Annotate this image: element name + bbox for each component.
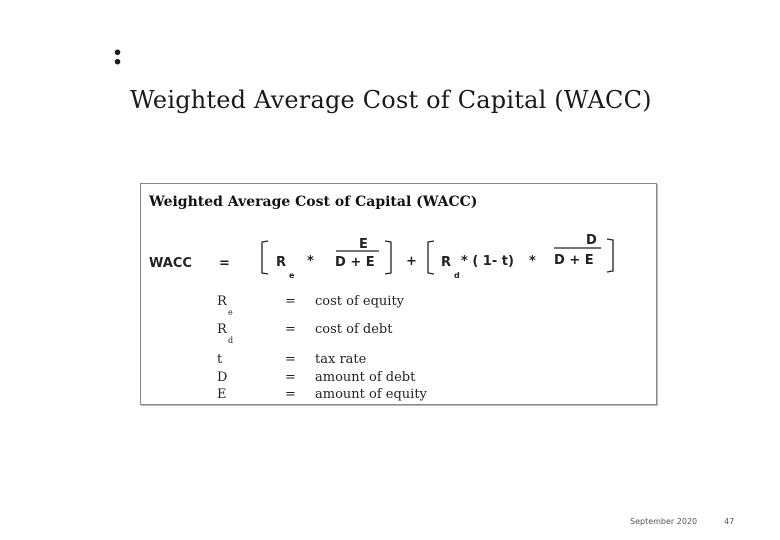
slide-title: Weighted Average Cost of Capital (WACC) bbox=[130, 86, 652, 114]
debt-numerator: D bbox=[586, 233, 597, 248]
right-bracket-2 bbox=[607, 239, 613, 272]
definition-equals: = bbox=[285, 370, 296, 385]
formula-tax-factor: * ( 1- t) bbox=[461, 254, 514, 269]
debt-denominator: D + E bbox=[554, 253, 594, 268]
definition-text: cost of equity bbox=[315, 294, 405, 309]
formula-times-2: * bbox=[529, 254, 536, 269]
formula-rd-symbol: R bbox=[441, 255, 452, 270]
definition-symbol: E bbox=[217, 387, 227, 402]
definition-text: amount of equity bbox=[315, 387, 427, 402]
formula-re-symbol: R bbox=[276, 255, 287, 270]
wacc-formula-box bbox=[140, 183, 657, 405]
formula-plus: + bbox=[406, 254, 417, 269]
definition-equals: = bbox=[285, 322, 296, 337]
formula-lhs: WACC bbox=[149, 256, 192, 271]
equity-denominator: D + E bbox=[335, 255, 375, 270]
definition-symbol: D bbox=[217, 370, 228, 385]
definition-symbol-sub: d bbox=[228, 336, 234, 345]
wacc-formula bbox=[141, 184, 656, 294]
left-bracket-2 bbox=[428, 241, 434, 274]
definition-text: tax rate bbox=[315, 352, 367, 367]
definition-equals: = bbox=[285, 352, 296, 367]
formula-re-sub: e bbox=[289, 271, 295, 280]
formula-equals: = bbox=[219, 256, 230, 271]
page-number: 47 bbox=[724, 517, 735, 526]
definition-text: amount of debt bbox=[315, 370, 416, 385]
definition-symbol-sub: e bbox=[228, 308, 233, 317]
slide-bullet: : bbox=[112, 37, 124, 72]
formula-rd-sub: d bbox=[454, 271, 460, 280]
equity-numerator: E bbox=[359, 237, 368, 252]
footer-date: September 2020 bbox=[630, 517, 698, 526]
formula-times: * bbox=[307, 254, 314, 269]
definition-text: cost of debt bbox=[315, 322, 393, 337]
definition-equals: = bbox=[285, 387, 296, 402]
definition-equals: = bbox=[285, 294, 296, 309]
right-bracket-1 bbox=[385, 241, 391, 274]
definition-symbol: t bbox=[217, 352, 223, 367]
definition-symbol: R bbox=[217, 322, 227, 337]
definition-symbol: R bbox=[217, 294, 227, 309]
box-title: Weighted Average Cost of Capital (WACC) bbox=[149, 194, 478, 210]
left-bracket-1 bbox=[262, 241, 268, 274]
